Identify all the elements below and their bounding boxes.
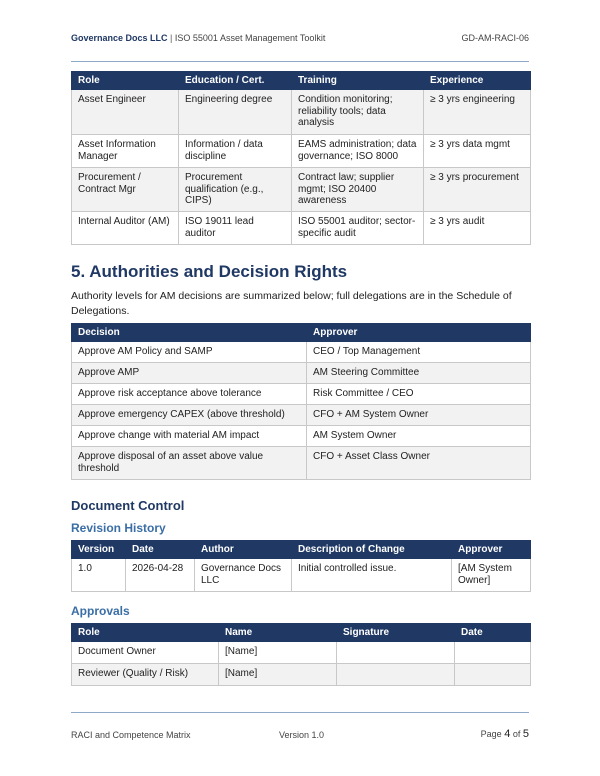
table-cell: CFO + Asset Class Owner (307, 447, 531, 480)
page-current: 4 (504, 728, 511, 740)
column-header: Version (72, 541, 126, 559)
column-header: Date (126, 541, 195, 559)
table-cell: ISO 55001 auditor; sector-specific audit (292, 212, 424, 245)
header-left (71, 33, 325, 43)
column-header: Name (219, 624, 337, 642)
column-header: Training (292, 72, 424, 90)
page-total: 5 (522, 728, 529, 740)
table-row (72, 664, 531, 686)
table-cell: ≥ 3 yrs audit (424, 212, 531, 245)
table-row (72, 212, 531, 245)
table-row (72, 426, 531, 447)
table-cell: Approve change with material AM impact (72, 426, 307, 447)
table-cell: Approve disposal of an asset above value threshold (72, 447, 307, 480)
table-cell: AM System Owner (307, 426, 531, 447)
table-row (72, 405, 531, 426)
table-cell: Approve AM Policy and SAMP (72, 342, 307, 363)
section-heading: 5. Authorities and Decision Rights (71, 262, 348, 281)
table-cell: ISO 19011 lead auditor (179, 212, 292, 245)
table-cell: Approve AMP (72, 363, 307, 384)
column-header: Description of Change (292, 541, 452, 559)
table-row (72, 642, 531, 664)
table-row (72, 559, 531, 592)
table-row (72, 363, 531, 384)
document-control-heading: Document Control (71, 498, 185, 513)
table-cell: Approve risk acceptance above tolerance (72, 384, 307, 405)
table-header-row (72, 324, 531, 342)
competence-table (71, 71, 531, 245)
column-header: Role (72, 72, 179, 90)
column-header: Approver (307, 324, 531, 342)
table-cell: Condition monitoring; reliability tools; data analysis (292, 90, 424, 135)
column-header: Approver (452, 541, 531, 559)
column-header: Decision (72, 324, 307, 342)
table-row (72, 90, 531, 135)
table-cell: Asset Information Manager (72, 135, 179, 168)
column-header: Role (72, 624, 219, 642)
table-cell: Engineering degree (179, 90, 292, 135)
table-cell: 1.0 (72, 559, 126, 592)
table-row (72, 384, 531, 405)
table-cell: Contract law; supplier mgmt; ISO 20400 awareness (292, 168, 424, 212)
table-cell: [AM System Owner] (452, 559, 531, 592)
table-header-row (72, 541, 531, 559)
table-header-row (72, 624, 531, 642)
page-number (481, 728, 529, 740)
page-of: of (512, 729, 521, 739)
table-cell: ≥ 3 yrs procurement (424, 168, 531, 212)
table-cell: Initial controlled issue. (292, 559, 452, 592)
table-cell: Procurement / Contract Mgr (72, 168, 179, 212)
table-cell: Reviewer (Quality / Risk) (72, 664, 219, 686)
table-cell: Internal Auditor (AM) (72, 212, 179, 245)
column-header: Date (455, 624, 531, 642)
table-cell: [Name] (219, 664, 337, 686)
column-header: Signature (337, 624, 455, 642)
table-cell: ≥ 3 yrs data mgmt (424, 135, 531, 168)
table-header-row (72, 72, 531, 90)
page-prefix: Page (480, 729, 502, 739)
table-cell: [Name] (219, 642, 337, 664)
table-cell: AM Steering Committee (307, 363, 531, 384)
footer-version: Version 1.0 (279, 730, 325, 740)
signature-cell (337, 642, 455, 664)
table-row (72, 168, 531, 212)
footer-divider (71, 712, 529, 713)
date-cell (455, 664, 531, 686)
table-row (72, 447, 531, 480)
approvals-table (71, 623, 531, 686)
footer-title: RACI and Competence Matrix (71, 730, 191, 740)
header-separator: | (170, 33, 173, 43)
table-cell: EAMS administration; data governance; ISO 8000 (292, 135, 424, 168)
column-header: Author (195, 541, 292, 559)
header-divider (71, 61, 529, 62)
table-cell: Risk Committee / CEO (307, 384, 531, 405)
header-subtitle: ISO 55001 Asset Management Toolkit (174, 33, 326, 43)
table-cell: Governance Docs LLC (195, 559, 292, 592)
page-header (71, 33, 529, 43)
column-header: Education / Cert. (179, 72, 292, 90)
table-cell: CEO / Top Management (307, 342, 531, 363)
table-cell: Asset Engineer (72, 90, 179, 135)
section-intro: Authority levels for AM decisions are summarized below; full delegations are in the Schedule of Delegations. (71, 290, 512, 317)
table-cell: 2026-04-28 (126, 559, 195, 592)
revision-history-heading: Revision History (71, 521, 166, 535)
authority-table (71, 323, 531, 480)
table-cell: CFO + AM System Owner (307, 405, 531, 426)
table-cell: Approve emergency CAPEX (above threshold) (72, 405, 307, 426)
header-doc-code: GD-AM-RACI-06 (461, 33, 529, 43)
table-cell: Document Owner (72, 642, 219, 664)
table-cell: Information / data discipline (179, 135, 292, 168)
table-row (72, 342, 531, 363)
signature-cell (337, 664, 455, 686)
revision-history-table (71, 540, 531, 592)
header-brand: Governance Docs LLC (71, 33, 168, 43)
table-row (72, 135, 531, 168)
approvals-heading: Approvals (71, 604, 130, 618)
table-cell: ≥ 3 yrs engineering (424, 90, 531, 135)
column-header: Experience (424, 72, 531, 90)
table-cell: Procurement qualification (e.g., CIPS) (179, 168, 292, 212)
date-cell (455, 642, 531, 664)
